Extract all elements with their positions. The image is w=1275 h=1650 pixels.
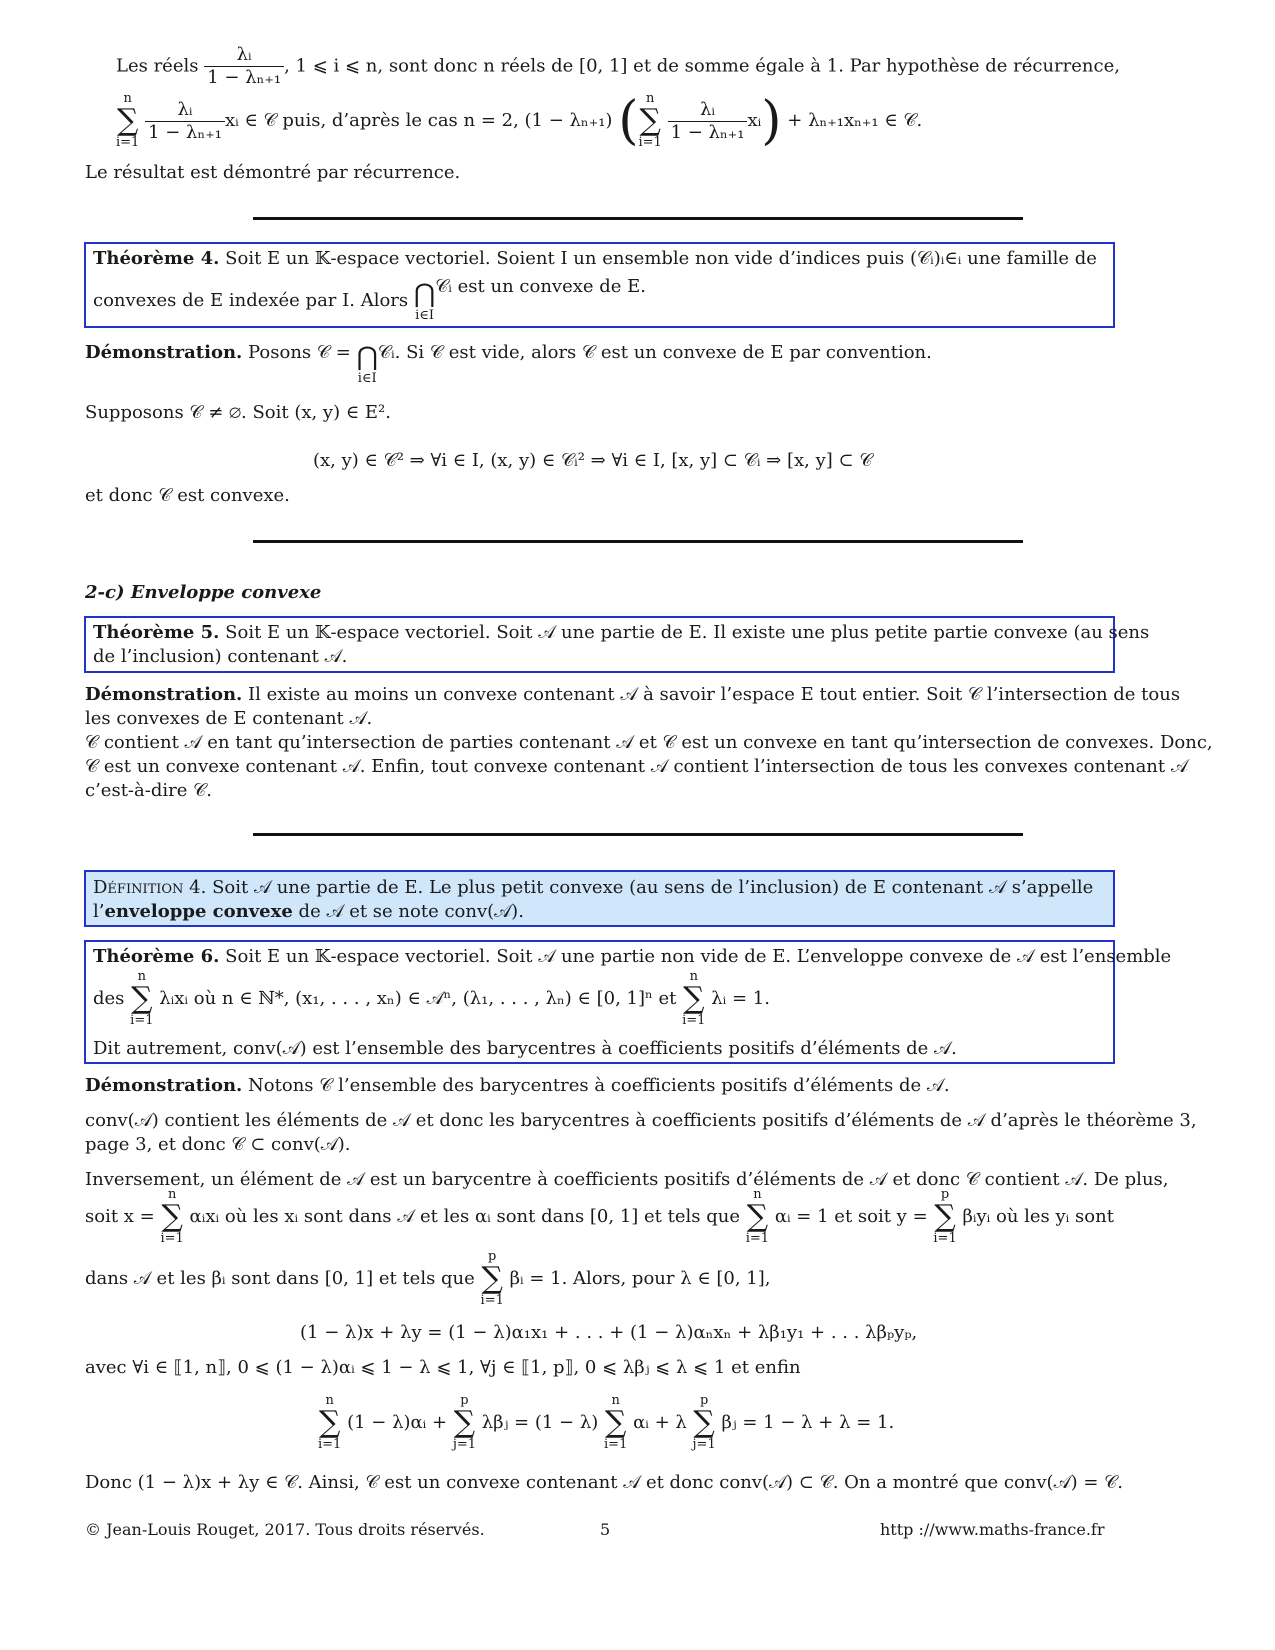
fraction bbox=[204, 44, 284, 89]
sum-upper: n bbox=[689, 969, 698, 984]
text: αᵢ + λ bbox=[633, 1412, 687, 1433]
theorem-5-text: Soit E un 𝕂-espace vectoriel. Soit 𝒜 une partie de E. Il existe une plus petite partie convexe (au sens bbox=[225, 622, 1150, 643]
sum-lower: i=1 bbox=[480, 1293, 504, 1308]
definition-4-text: Soit 𝒜 une partie de E. Le plus petit convexe (au sens de l’inclusion) de E contenant 𝒜 s’appelle bbox=[212, 877, 1094, 898]
demo-6-formula-1: (1 − λ)x + λy = (1 − λ)α₁x₁ + . . . + (1 − λ)αₙxₙ + λβ₁y₁ + . . . λβₚyₚ, bbox=[300, 1322, 918, 1343]
section-title: 2-c) Enveloppe convexe bbox=[85, 582, 322, 603]
sum-upper: p bbox=[699, 1393, 709, 1408]
demo-5-line-3: 𝒞 contient 𝒜 en tant qu’intersection de parties contenant 𝒜 et 𝒞 est un convexe en tant qu’intersection de convexes. Donc, bbox=[85, 732, 1213, 753]
sum-symbol: p ∑ i=1 bbox=[933, 1187, 957, 1246]
footer-copyright: © Jean-Louis Rouget, 2017. Tous droits réservés. bbox=[85, 1520, 485, 1539]
text: αᵢ = 1 et soit y = bbox=[774, 1206, 928, 1227]
sum-lower: j=1 bbox=[692, 1437, 716, 1452]
sum-upper: n bbox=[137, 969, 146, 984]
sum-upper: n bbox=[645, 91, 655, 106]
sum-upper: p bbox=[460, 1393, 469, 1408]
definition-4-text: l’ bbox=[93, 901, 105, 922]
recurrence-line-2 bbox=[116, 92, 922, 150]
text: (1 − λ)αᵢ + bbox=[347, 1412, 448, 1433]
sum-symbol: n ∑ i=1 bbox=[745, 1187, 770, 1246]
sum-lower: i=1 bbox=[130, 1013, 154, 1028]
demonstration-label: Démonstration. bbox=[85, 1075, 243, 1096]
separator-rule bbox=[253, 833, 1023, 836]
text: Notons 𝒞 l’ensemble des barycentres à coefficients positifs d’éléments de 𝒜. bbox=[248, 1075, 950, 1096]
sum-symbol: n ∑ i=1 bbox=[116, 91, 140, 150]
fraction bbox=[145, 99, 225, 144]
theorem-6-line-2 bbox=[93, 970, 770, 1028]
demo-4-line-3: et donc 𝒞 est convexe. bbox=[85, 485, 290, 506]
text: βᵢyᵢ où les yᵢ sont bbox=[962, 1206, 1114, 1227]
definition-term: enveloppe convexe bbox=[104, 901, 293, 922]
theorem-6-text: Soit E un 𝕂-espace vectoriel. Soit 𝒜 une partie non vide de E. L’enveloppe convexe de 𝒜 est l’ensemble bbox=[225, 946, 1172, 967]
theorem-6-box bbox=[84, 940, 1172, 1064]
sum-upper: n bbox=[325, 1393, 334, 1408]
definition-4-line-1 bbox=[93, 877, 1093, 899]
sum-lower: i=1 bbox=[116, 135, 140, 150]
demo-4-formula: (x, y) ∈ 𝒞² ⇒ ∀i ∈ I, (x, y) ∈ 𝒞ᵢ² ⇒ ∀i ∈ I, [x, y] ⊂ 𝒞ᵢ ⇒ [x, y] ⊂ 𝒞 bbox=[313, 450, 873, 471]
theorem-6-text: λᵢxᵢ où n ∈ ℕ*, (x₁, . . . , xₙ) ∈ 𝒜ⁿ, (λ₁, . . . , λₙ) ∈ [0, 1]ⁿ et bbox=[159, 988, 677, 1009]
demo-5-line-4: 𝒞 est un convexe contenant 𝒜. Enfin, tout convexe contenant 𝒜 contient l’intersection de tous les convexes contenant 𝒜 bbox=[85, 756, 1188, 777]
sum-symbol: p ∑ i=1 bbox=[480, 1249, 504, 1308]
demo-6-line-8: Donc (1 − λ)x + λy ∈ 𝒞. Ainsi, 𝒞 est un convexe contenant 𝒜 et donc conv(𝒜) ⊂ 𝒞. On a montré que conv(𝒜) = 𝒞. bbox=[85, 1472, 1123, 1493]
demo-6-line-7: avec ∀i ∈ ⟦1, n⟧, 0 ⩽ (1 − λ)αᵢ ⩽ 1 − λ ⩽ 1, ∀j ∈ ⟦1, p⟧, 0 ⩽ λβⱼ ⩽ λ ⩽ 1 et enfin bbox=[85, 1357, 801, 1378]
fraction-numerator: λᵢ bbox=[145, 99, 225, 122]
separator-rule bbox=[253, 217, 1023, 220]
theorem-5-line-2: de l’inclusion) contenant 𝒜. bbox=[93, 646, 348, 667]
sum-lower: i=1 bbox=[318, 1437, 342, 1452]
sum-symbol: n ∑ i=1 bbox=[318, 1393, 342, 1452]
fraction-numerator: λᵢ bbox=[204, 44, 284, 67]
theorem-6-title: Théorème 6. bbox=[93, 946, 220, 967]
right-paren: ) bbox=[761, 91, 782, 151]
text: xᵢ ∈ 𝒞 puis, d’après le cas n = 2, (1 − λₙ₊₁) bbox=[224, 110, 613, 131]
sum-symbol: p ∑ j=1 bbox=[452, 1393, 477, 1452]
demo-4-line-2: Supposons 𝒞 ≠ ∅. Soit (x, y) ∈ E². bbox=[85, 402, 391, 423]
conclusion-text: Le résultat est démontré par récurrence. bbox=[85, 162, 461, 183]
theorem-5-box bbox=[84, 616, 1150, 673]
sum-upper: n bbox=[123, 91, 132, 106]
sum-symbol: n ∑ i=1 bbox=[638, 91, 662, 150]
theorem-5-line-1 bbox=[93, 622, 1149, 644]
footer-page-number: 5 bbox=[600, 1520, 611, 1539]
theorem-6-line-3: Dit autrement, conv(𝒜) est l’ensemble des barycentres à coefficients positifs d’éléments de 𝒜. bbox=[93, 1038, 957, 1059]
text: λβⱼ = (1 − λ) bbox=[481, 1412, 599, 1433]
text: Posons 𝒞 = bbox=[248, 342, 351, 363]
theorem-4-text: Soit E un 𝕂-espace vectoriel. Soient I un ensemble non vide d’indices puis (𝒞ᵢ)ᵢ∈ᵢ une famille de bbox=[225, 248, 1097, 269]
theorem-4-title: Théorème 4. bbox=[93, 248, 220, 269]
demo-6-line-1 bbox=[85, 1075, 950, 1097]
theorem-4-line-1 bbox=[93, 248, 1097, 270]
left-paren: ( bbox=[618, 91, 639, 151]
demo-6-line-2: conv(𝒜) contient les éléments de 𝒜 et donc les barycentres à coefficients positifs d’éléments de 𝒜 d’après le théorème 3, bbox=[85, 1110, 1197, 1131]
sum-upper: n bbox=[611, 1393, 620, 1408]
sum-symbol: n ∑ i=1 bbox=[160, 1187, 184, 1246]
sum-symbol: n ∑ i=1 bbox=[604, 1393, 628, 1452]
demo-6-formula-2 bbox=[318, 1394, 894, 1452]
theorem-6-line-1 bbox=[93, 946, 1171, 968]
fraction-denominator: 1 − λₙ₊₁ bbox=[207, 67, 282, 88]
demo-5-line-5: c’est-à-dire 𝒞. bbox=[85, 780, 212, 801]
sum-lower: i=1 bbox=[604, 1437, 628, 1452]
sum-lower: i=1 bbox=[160, 1231, 184, 1246]
sum-symbol: p ∑ j=1 bbox=[692, 1393, 716, 1452]
fraction-numerator: λᵢ bbox=[668, 99, 748, 122]
theorem-6-text: λᵢ = 1. bbox=[711, 988, 770, 1009]
theorem-4-box bbox=[84, 242, 1115, 328]
sum-upper: p bbox=[488, 1249, 497, 1264]
definition-4-line-2 bbox=[93, 901, 524, 923]
demo-5-line-1 bbox=[85, 684, 1180, 706]
definition-4-box bbox=[84, 870, 1115, 927]
text: βᵢ = 1. Alors, pour λ ∈ [0, 1], bbox=[509, 1268, 771, 1289]
sum-lower: i=1 bbox=[745, 1231, 770, 1246]
text: βⱼ = 1 − λ + λ = 1. bbox=[721, 1412, 895, 1433]
recurrence-line-1 bbox=[116, 44, 1120, 89]
theorem-4-text: convexes de E indexée par I. Alors bbox=[93, 290, 409, 311]
sum-symbol: n ∑ i=1 bbox=[130, 969, 154, 1028]
text: Il existe au moins un convexe contenant 𝒜 à savoir l’espace E tout entier. Soit 𝒞 l’intersection de tous bbox=[248, 684, 1181, 705]
definition-4-title: Définition 4. bbox=[93, 877, 207, 898]
theorem-4-text: 𝒞ᵢ est un convexe de E. bbox=[435, 276, 647, 297]
sum-upper: n bbox=[167, 1187, 177, 1202]
demo-6-line-5 bbox=[85, 1188, 1114, 1246]
sum-upper: n bbox=[753, 1187, 762, 1202]
demo-6-line-3: page 3, et donc 𝒞 ⊂ conv(𝒜). bbox=[85, 1134, 351, 1155]
sum-lower: i=1 bbox=[682, 1013, 706, 1028]
demo-4-line-1 bbox=[85, 342, 932, 386]
text: Les réels bbox=[116, 55, 199, 77]
text: dans 𝒜 et les βᵢ sont dans [0, 1] et tels que bbox=[85, 1268, 475, 1289]
demo-6-line-4: Inversement, un élément de 𝒜 est un barycentre à coefficients positifs d’éléments de 𝒜 et donc 𝒞 contient 𝒜. De plus, bbox=[85, 1169, 1169, 1190]
fraction bbox=[668, 99, 748, 144]
theorem-6-text: des bbox=[93, 988, 125, 1009]
definition-4-text: de 𝒜 et se note conv(𝒜). bbox=[292, 901, 524, 922]
demo-6-line-6 bbox=[85, 1250, 771, 1308]
sum-symbol: n ∑ i=1 bbox=[682, 969, 706, 1028]
text: αᵢxᵢ où les xᵢ sont dans 𝒜 et les αᵢ sont dans [0, 1] et tels que bbox=[189, 1206, 741, 1227]
demonstration-label: Démonstration. bbox=[85, 342, 243, 363]
big-cap-symbol: ⋂ i∈I bbox=[413, 279, 436, 323]
cap-lower: i∈I bbox=[357, 371, 377, 386]
sum-lower: i=1 bbox=[933, 1231, 957, 1246]
fraction-denominator: 1 − λₙ₊₁ bbox=[148, 121, 222, 143]
text: xᵢ bbox=[747, 110, 762, 131]
text: soit x = bbox=[85, 1206, 155, 1227]
demonstration-label: Démonstration. bbox=[85, 684, 243, 705]
text: , 1 ⩽ i ⩽ n, sont donc n réels de [0, 1] et de somme égale à 1. Par hypothèse de récurrence, bbox=[284, 55, 1120, 77]
theorem-5-title: Théorème 5. bbox=[93, 622, 220, 643]
footer-url[interactable]: http ://www.maths-france.fr bbox=[880, 1520, 1105, 1539]
fraction-denominator: 1 − λₙ₊₁ bbox=[670, 121, 745, 143]
demo-5-line-2: les convexes de E contenant 𝒜. bbox=[85, 708, 373, 729]
sum-lower: i=1 bbox=[638, 135, 662, 150]
separator-rule bbox=[253, 540, 1023, 543]
theorem-4-line-2 bbox=[93, 276, 646, 323]
text: 𝒞ᵢ. Si 𝒞 est vide, alors 𝒞 est un convexe de E par convention. bbox=[377, 342, 932, 363]
big-cap-symbol: ⋂ i∈I bbox=[356, 342, 378, 386]
text: + λₙ₊₁xₙ₊₁ ∈ 𝒞. bbox=[787, 110, 923, 131]
cap-lower: i∈I bbox=[415, 308, 434, 323]
sum-upper: p bbox=[940, 1187, 950, 1202]
sum-lower: j=1 bbox=[452, 1437, 477, 1452]
